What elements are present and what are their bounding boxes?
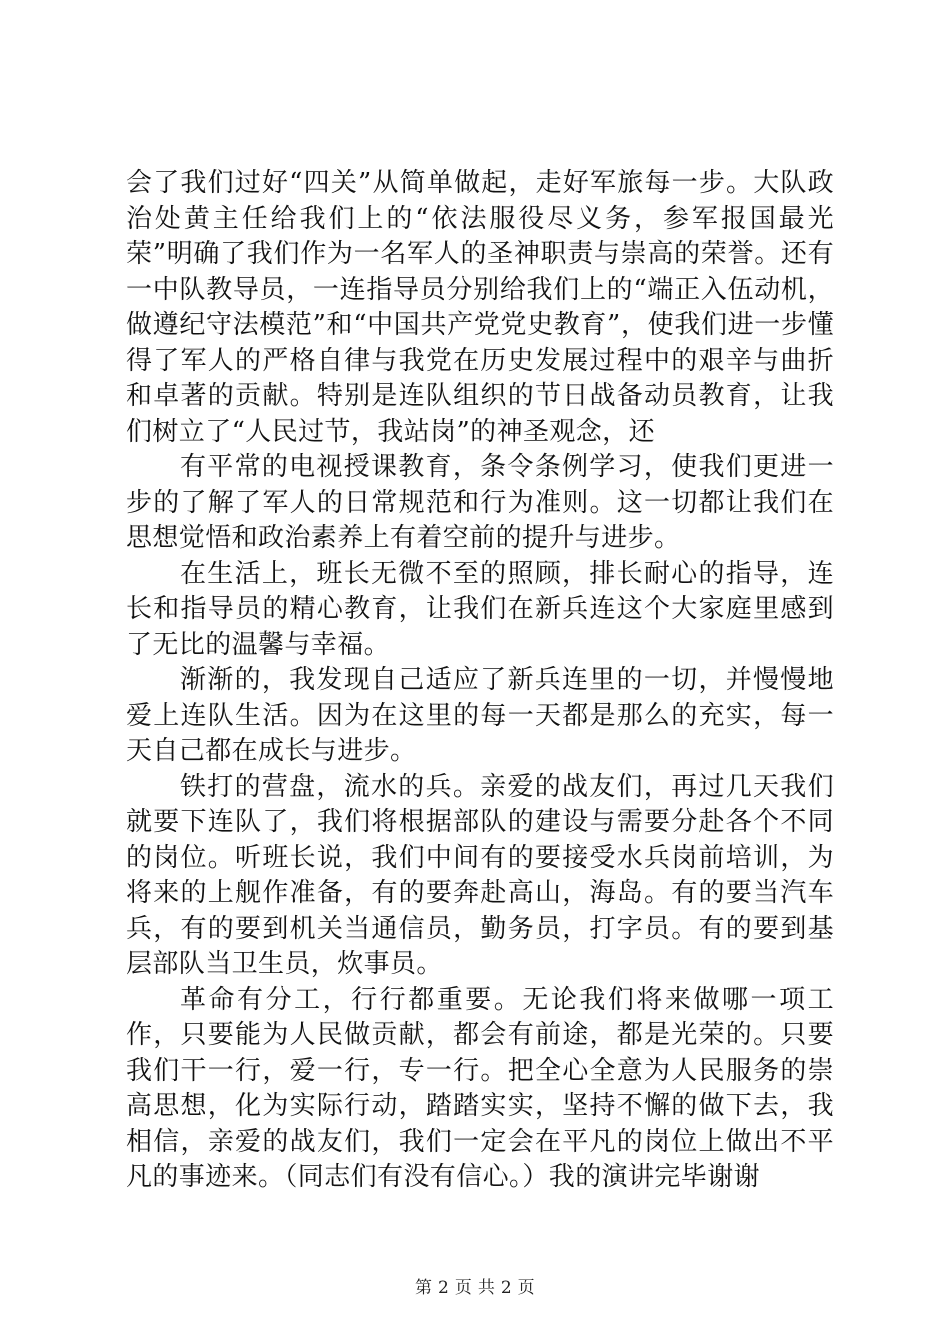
body-text — [126, 166, 834, 1196]
page-number-footer: 第 2 页 共 2 页 — [415, 1278, 535, 1298]
paragraph-6: 革命有分工，行行都重要。无论我们将来做哪一项工作，只要能为人民做贡献，都会有前途，都是光荣的。只要我们干一行，爱一行，专一行。把全心全意为人民服务的崇高思想，化为实际行动，踏踏实实，坚持不懈的做下去，我相信，亲爱的战友们，我们一定会在平凡的岗位上做出不平凡的事迹来。（同志们有没有信心。）我的演讲完毕谢谢 — [126, 984, 834, 1192]
paragraph-4: 渐渐的，我发现自己适应了新兵连里的一切，并慢慢地爱上连队生活。因为在这里的每一天都是那么的充实，每一天自己都在成长与进步。 — [126, 665, 834, 766]
paragraph-3: 在生活上，班长无微不至的照顾，排长耐心的指导，连长和指导员的精心教育，让我们在新兵连这个大家庭里感到了无比的温馨与幸福。 — [126, 558, 834, 660]
paragraph-2: 有平常的电视授课教育，条令条例学习，使我们更进一步的了解了军人的日常规范和行为准则。这一切都让我们在思想觉悟和政治素养上有着空前的提升与进步。 — [126, 452, 834, 553]
paragraph-5: 铁打的营盘，流水的兵。亲爱的战友们，再过几天我们就要下连队了，我们将根据部队的建设与需要分赴各个不同的岗位。听班长说，我们中间有的要接受水兵岗前培训，为将来的上舰作准备，有的要奔赴高山，海岛。有的要当汽车兵，有的要到机关当通信员，勤务员，打字员。有的要到基层部队当卫生员，炊事员。 — [126, 771, 834, 979]
paragraph-1: 会了我们过好“四关”从简单做起，走好军旅每一步。大队政治处黄主任给我们上的“依法服役尽义务，参军报国最光荣”明确了我们作为一名军人的圣神职责与崇高的荣誉。还有一中队教导员，一连指导员分别给我们上的“端正入伍动机，做遵纪守法模范”和“中国共产党党史教育”，使我们进一步懂得了军人的严格自律与我党在历史发展过程中的艰辛与曲折和卓著的贡献。特别是连队组织的节日战备动员教育，让我们树立了“人民过节，我站岗”的神圣观念，还 — [126, 168, 834, 447]
